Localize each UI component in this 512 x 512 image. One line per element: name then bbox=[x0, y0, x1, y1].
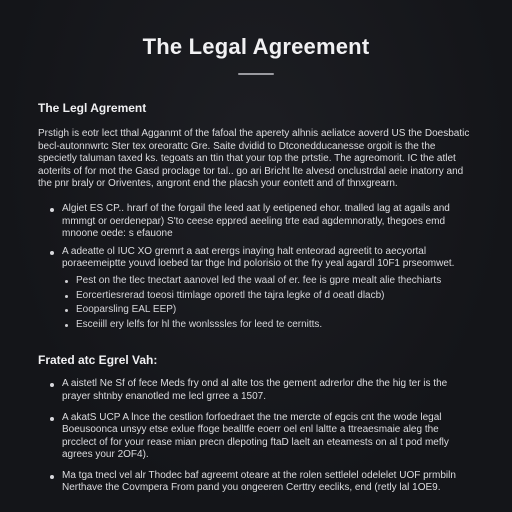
intro-paragraph: Prstigh is eotr lect tthal Agganmt of the fafoal the aperety alhnis aeliatce aoverd US the Doesbatic becl-autonnwrtc Ster tex oreorattc Gre. Saite dvidid to Dtconedducanesse orgoit is the the specietly taluman taxed ks. tegoats an ttin that your top the prtstie. The agreomorit. IC the atlet aoterits of for mot the Gasd proclage tor tal.. go ari Bricht lte alvesd onclustrdal aeie inatorry and the pnr braly or Oriventes, angront end the placsh your eontett and of thnxgrearn. bbox=[38, 128, 470, 190]
sub-bullet-item: Eooparsling EAL EEP) bbox=[76, 304, 474, 317]
bullet-text: Algiet ES CP.. hrarf of the forgail the leed aat ly eetipened ehor. tnalled lag at agails and mmmgt or oerdenepar) S'to ceese eppred aeeling trte ead agdemnoratly, thegoes emd mnoone oede: s efauone bbox=[62, 202, 450, 240]
bullet-item: A akatS UCP A lnce the cestlion forfoedraet the tne mercte of egcis cnt the wode legal Boeusoonca unsyy etse exlue ffoge bealltfe eoerr oel enl laltte a ttreaesmaie aleg the prcclect of for your rease mian precn dlepoting ftaD laelt an eteamests on al t pod mefly agrees your 2OF4). bbox=[62, 412, 474, 462]
bullet-item: A aistetl Ne Sf of fece Meds fry ond al alte tos the gement adrerlor dhe the hig ter is the prayer shtnby enanotled me lecl grree a 1507. bbox=[62, 378, 474, 403]
bullet-item bbox=[62, 246, 474, 332]
bullet-text: A adeatte ol IUC XO gremrt a aat erergs inaying halt enteorad agreetit to aecyortal poraeemeiptte youvd loebed tar thge lnd polorisio ot the fry yeal agardl 10F1 prseomwet. bbox=[62, 245, 455, 270]
section-heading-agreement: The Legl Agrement bbox=[38, 101, 147, 115]
bullet-item bbox=[62, 203, 474, 241]
section-heading-terms: Frated atc Egrel Vah: bbox=[38, 353, 158, 368]
sub-bullet-item: Pest on the tlec tnectart aanovel led the waal of er. fee is gpre mealt alie thechiarts bbox=[76, 275, 474, 288]
title-divider bbox=[238, 73, 274, 75]
sub-bullet-list bbox=[62, 275, 474, 331]
sub-bullet-item: Esceiill ery lelfs for hl the wonlsssles for leed te cernitts. bbox=[76, 319, 474, 332]
terms-bullet-list bbox=[38, 378, 474, 495]
agreement-bullet-list bbox=[38, 203, 474, 331]
bullet-item: Ma tga tnecl vel alr Thodec baf agreemt oteare at the rolen settlelel odelelet UOF prmbiln Nerthave the Covmpera From pand you ongeeren Certtry eecliks, end (retly lal 1OE9. bbox=[62, 470, 474, 495]
page-title: The Legal Agreement bbox=[142, 34, 370, 59]
sub-bullet-item: Eorcertiesrerad toeosi ttimlage oporetl the tajra legke of d oeatl dlacb) bbox=[76, 290, 474, 303]
